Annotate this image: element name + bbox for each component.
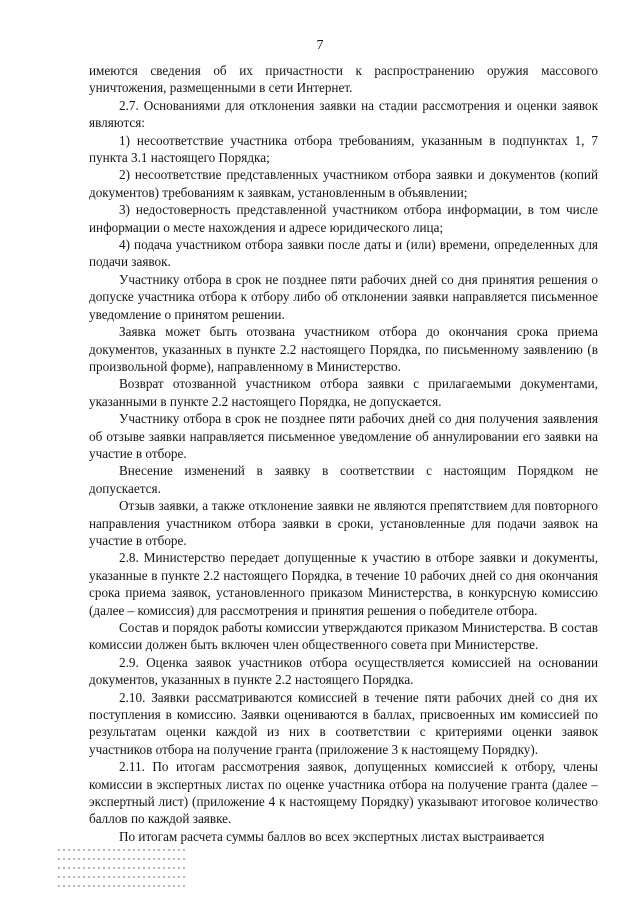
page-number: 7: [316, 38, 324, 53]
stamp-line: [58, 849, 188, 851]
stamp-line: [58, 876, 188, 878]
paragraph: 2) несоответствие представленных участником отбора заявки и документов (копий документов) требованиям к заявкам, установленным в объявлении;: [89, 167, 598, 200]
paragraph: имеются сведения об их причастности к распространению оружия массового уничтожения, размещенными в сети Интернет.: [89, 63, 598, 96]
paragraph: 2.7. Основаниями для отклонения заявки на стадии рассмотрения и оценки заявок являются:: [89, 97, 598, 131]
paragraph: Заявка может быть отозвана участником отбора до окончания срока приема документов, указанных в пункте 2.2 настоящего Порядка, по письменному заявлению (в произвольной форме), направленному в Министерство.: [89, 324, 598, 374]
paragraph: 2.11. По итогам рассмотрения заявок, допущенных комиссией к отбору, члены комиссии в экспертных листах по оценке участника отбора на получение гранта (далее – экспертный лист) (приложение 4 к настоящему Порядку) указывают итоговое количество баллов по каждой заявке.: [89, 759, 598, 827]
paragraph: Участнику отбора в срок не позднее пяти рабочих дней со дня получения заявления об отзыве заявки направляется письменное уведомление об аннулировании его заявки на участие в отборе.: [89, 411, 598, 461]
paragraph: 1) несоответствие участника отбора требованиям, указанным в подпунктах 1, 7 пункта 3.1 настоящего Порядка;: [89, 132, 598, 166]
paragraph: 4) подача участником отбора заявки после даты и (или) времени, определенных для подачи заявок.: [89, 237, 598, 270]
paragraph: Отзыв заявки, а также отклонение заявки не являются препятствием для повторного направления участником отбора заявки в сроки, установленные для подачи заявок на участие в отборе.: [89, 498, 598, 548]
faint-registration-stamp: [58, 842, 188, 890]
paragraph: Внесение изменений в заявку в соответствии с настоящим Порядком не допускается.: [89, 463, 598, 496]
paragraph: Возврат отозванной участником отбора заявки с прилагаемыми документами, указанными в пункте 2.2 настоящего Порядка, не допускается.: [89, 376, 598, 409]
stamp-line: [58, 858, 188, 860]
paragraph: 3) недостоверность представленной участником отбора информации, в том числе информации о месте нахождения и адресе юридического лица;: [89, 202, 598, 235]
body-text: [89, 62, 598, 845]
paragraph: 2.10. Заявки рассматриваются комиссией в течение пяти рабочих дней со дня их поступления в комиссию. Заявки оцениваются в баллах, присвоенных им комиссией по результатам оценки каждой из них в соответствии с критериями оценки заявок участников отбора на получение гранта (приложение 3 к настоящему Порядку).: [89, 689, 598, 757]
paragraph: По итогам расчета суммы баллов во всех экспертных листах выстраивается: [119, 828, 545, 844]
paragraph: 2.8. Министерство передает допущенные к участию в отборе заявки и документы, указанные в пункте 2.2 настоящего Порядка, в течение 10 рабочих дней со дня окончания срока приема заявок, установленного приказом Министерства, в конкурсную комиссию (далее – комиссия) для рассмотрения и принятия решения о победителе отбора.: [89, 550, 598, 618]
stamp-line: [58, 885, 188, 887]
paragraph: Участнику отбора в срок не позднее пяти рабочих дней со дня принятия решения о допуске участника отбора к отбору либо об отклонении заявки направляется письменное уведомление о принятом решении.: [89, 271, 598, 322]
paragraph: Состав и порядок работы комиссии утверждаются приказом Министерства. В состав комиссии должен быть включен член общественного совета при Министерстве.: [89, 620, 598, 653]
stamp-line: [58, 867, 188, 869]
paragraph: 2.9. Оценка заявок участников отбора осуществляется комиссией на основании документов, указанных в пункте 2.2 настоящего Порядка.: [89, 654, 598, 688]
